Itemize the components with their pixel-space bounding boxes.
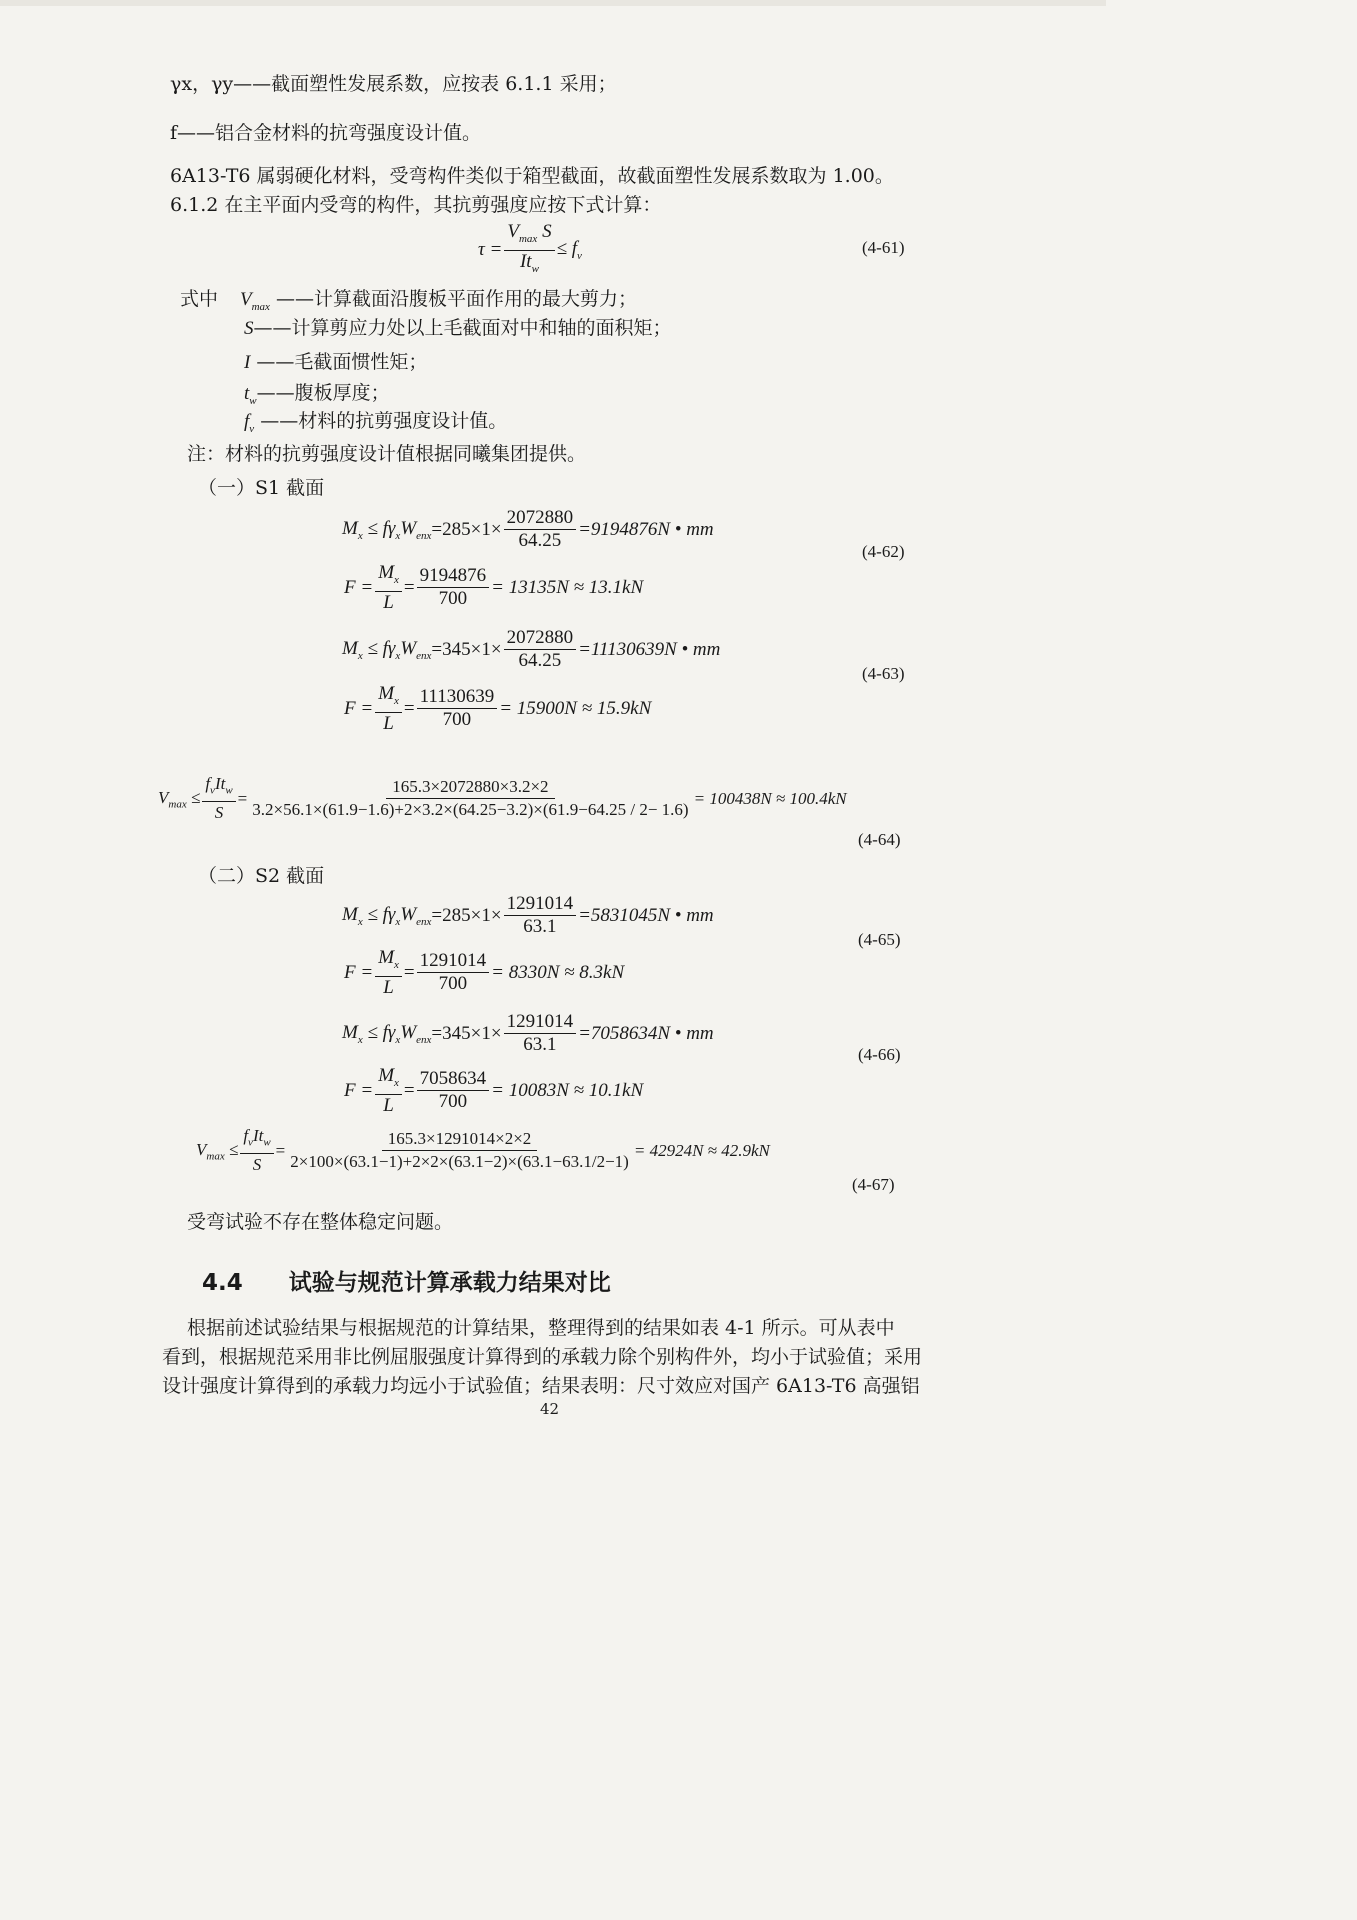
scan-top-edge xyxy=(0,0,1106,6)
paragraph-line-3: 设计强度计算得到的承载力均远小于试验值；结果表明：尺寸效应对国产 6A13-T6 高强铝 xyxy=(162,1375,920,1397)
line-f-definition xyxy=(170,121,481,145)
note-line: 注：材料的抗剪强度设计值根据同曦集团提供。 xyxy=(187,443,587,465)
eq-label-4-61: (4-61) xyxy=(862,238,905,257)
line-gamma-definition xyxy=(170,72,617,96)
line-material-note xyxy=(170,164,894,188)
text-line: 6A13-T6 属弱硬化材料，受弯构件类似于箱型截面，故截面塑性发展系数取为 1.00。 xyxy=(170,165,894,187)
text-line: γx，γy——截面塑性发展系数，应按表 6.1.1 采用； xyxy=(170,73,617,95)
equation-4-65a: $M_x \le f\gamma_xW_{enx}$ =285×1× $\frac{1291014}{63.1}$ =5831045N • mm xyxy=(342,893,714,937)
section-heading-4-4 xyxy=(202,1264,611,1297)
section-s1-heading: （一）S1 截面 xyxy=(198,477,325,499)
eq-label-4-64: (4-64) xyxy=(858,830,901,849)
section-number: 4.4 xyxy=(202,1270,243,1296)
text-line: f——铝合金材料的抗弯强度设计值。 xyxy=(170,122,482,144)
section-title: 试验与规范计算承载力结果对比 xyxy=(288,1270,611,1296)
where-s: S——计算剪应力处以上毛截面对中和轴的面积矩； xyxy=(244,317,672,339)
text-line: 6.1.2 在主平面内受弯的构件，其抗剪强度应按下式计算： xyxy=(170,194,662,216)
equation-4-66b: F = $\frac{M_x}{L}$ = $\frac{7058634}{700}$ = 10083N ≈ 10.1kN xyxy=(344,1065,644,1116)
equation-4-66a: $M_x \le f\gamma_xW_{enx}$ =345×1× $\frac{1291014}{63.1}$ =7058634N • mm xyxy=(342,1011,714,1055)
equation-4-62b: F = $\frac{M_x}{L}$ = $\frac{9194876}{700}$ = 13135N ≈ 13.1kN xyxy=(344,562,644,613)
equation-4-62a: $M_x \le f\gamma_xW_{enx}$ =285×1× $\frac{2072880}{64.25}$ =9194876N • mm xyxy=(342,507,714,551)
equation-4-63a: $M_x \le f\gamma_xW_{enx}$ =345×1× $\frac{2072880}{64.25}$ =11130639N • mm xyxy=(342,627,721,671)
equation-4-61: τ = $\frac{V_{max} S}{It_w}$ ≤ $f_v$ xyxy=(478,221,582,275)
where-fv: $f_v$ ——材料的抗剪强度设计值。 xyxy=(244,410,508,435)
where-vmax: $V_{max}$ ——计算截面沿腹板平面作用的最大剪力； xyxy=(240,288,637,313)
equation-4-64: $V_{max}$ ≤ $\frac{f_vIt_w}{S}$ = $\frac{165.3\times 2072880\times 3.2\times 2}{3.2\times 56.1\times(61.9-1.6)+2\times 3.2\times(64.25-3.2)\times(61.9-64.25 / 2- 1.6)}$ = 100438N ≈ 100.4kN xyxy=(158,774,847,823)
line-clause-6-1-2 xyxy=(170,193,661,217)
eq-label-4-65: (4-65) xyxy=(858,930,901,949)
eq-label-4-62: (4-62) xyxy=(862,542,905,561)
where-tw: $t_w——$腹板厚度； xyxy=(244,382,390,407)
eq-label-4-66: (4-66) xyxy=(858,1045,901,1064)
equation-4-67: $V_{max}$ ≤ $\frac{f_vIt_w}{S}$ = $\frac{165.3\times 1291014\times 2\times 2}{2\times 100\times(63.1-1)+2\times 2\times(63.1-2)\times(63.1-63.1/2-1)}$ = 42924N ≈ 42.9kN xyxy=(196,1126,770,1175)
eq-label-4-67: (4-67) xyxy=(852,1175,895,1194)
page-number: 42 xyxy=(540,1400,560,1418)
where-label: 式中 xyxy=(180,288,219,310)
paragraph-line-2: 看到，根据规范采用非比例屈服强度计算得到的承载力除个别构件外，均小于试验值；采用 xyxy=(162,1346,923,1368)
paragraph-line-1: 根据前述试验结果与根据规范的计算结果，整理得到的结果如表 4-1 所示。可从表中 xyxy=(187,1317,895,1339)
stability-line: 受弯试验不存在整体稳定问题。 xyxy=(187,1211,454,1233)
equation-4-65b: F = $\frac{M_x}{L}$ = $\frac{1291014}{700}$ = 8330N ≈ 8.3kN xyxy=(344,947,625,998)
equation-4-63b: F = $\frac{M_x}{L}$ = $\frac{11130639}{700}$ = 15900N ≈ 15.9kN xyxy=(344,683,652,734)
section-s2-heading: （二）S2 截面 xyxy=(198,865,325,887)
where-i: I ——毛截面惯性矩； xyxy=(244,351,428,373)
eq-label-4-63: (4-63) xyxy=(862,664,905,683)
